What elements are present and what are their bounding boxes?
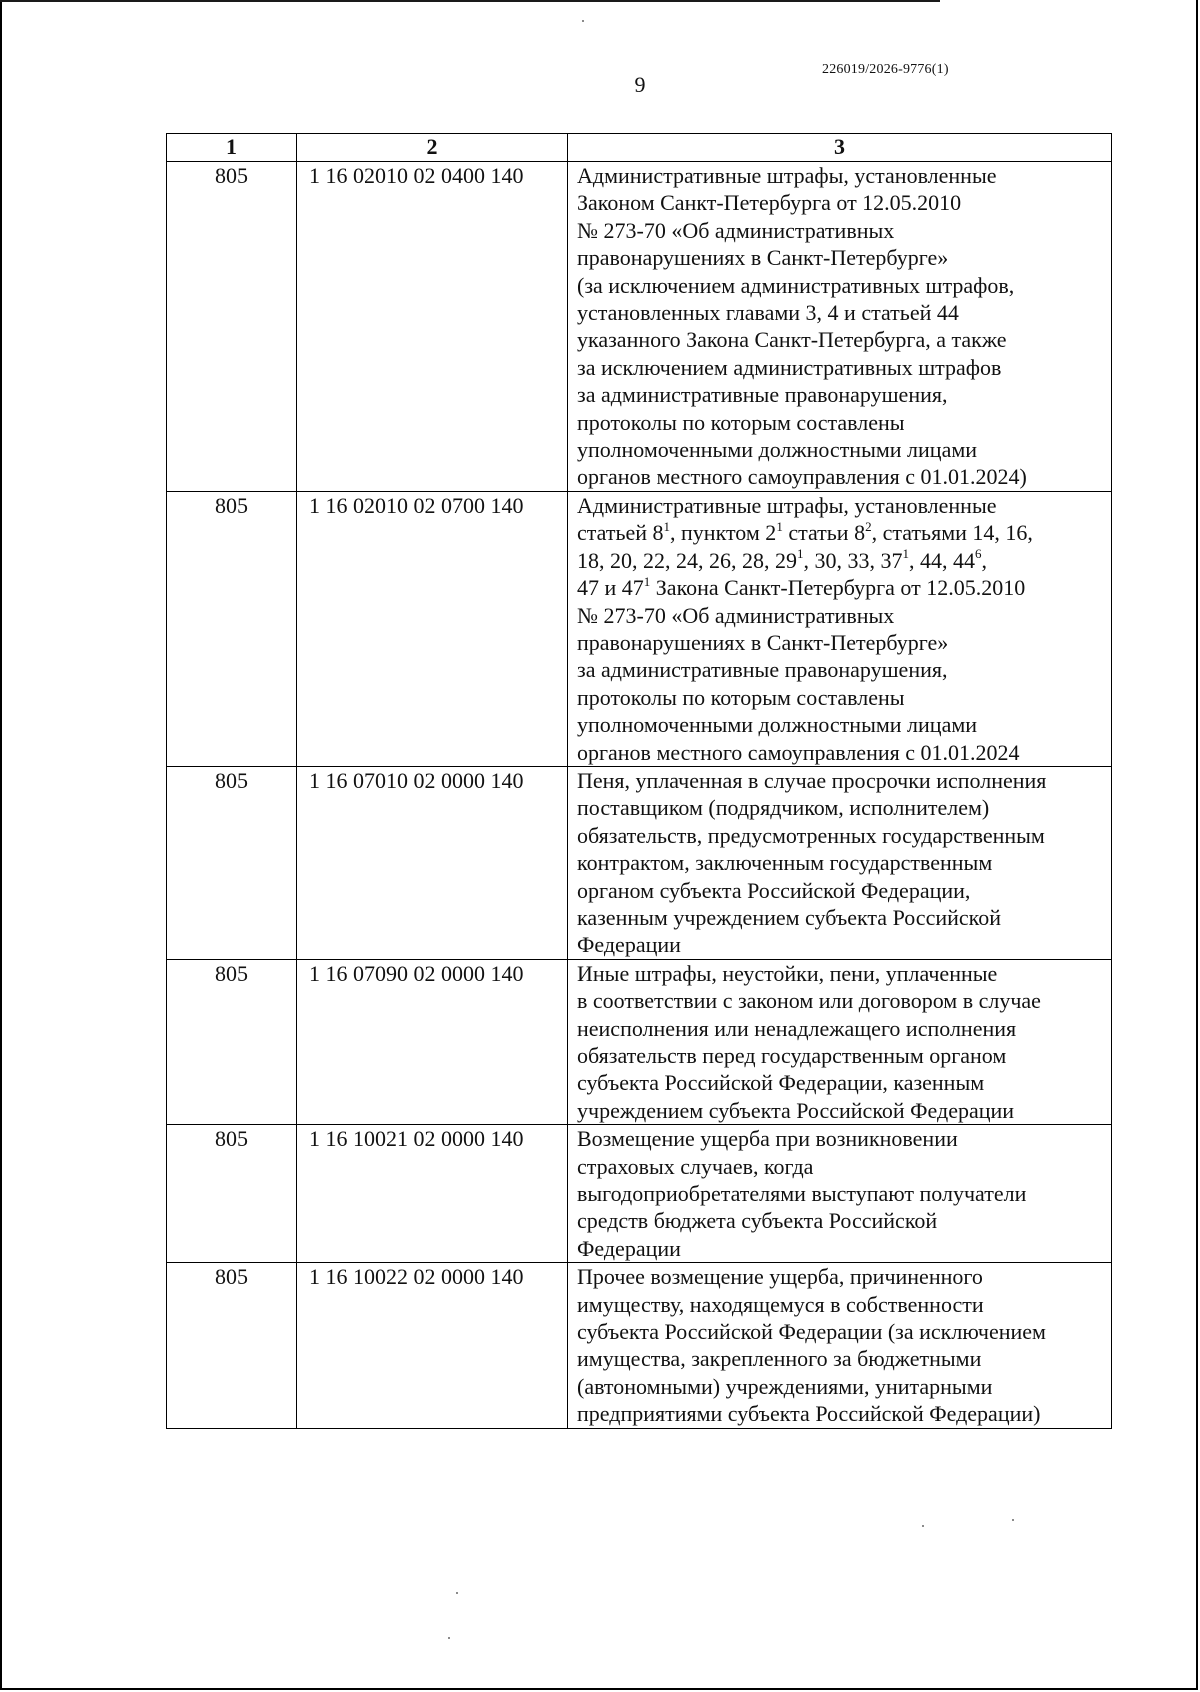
description-line [577,492,1107,519]
superscript-index: 1 [643,573,651,589]
description-text: уполномоченными должностными лицами [577,712,978,738]
revenue-code-cell: 1 16 02010 02 0700 140 [297,491,568,766]
admin-code-cell: 805 [167,959,297,1124]
description-line: (за исключением административных штрафов, [577,272,1015,298]
description-line: Федерации [577,1235,681,1261]
description-line: установленных главами 3, 4 и статьей 44 [577,300,959,326]
description-cell [568,491,1112,766]
description-text: , 44, 44 [909,547,975,573]
description-line: учреждением субъекта Российской Федерации [577,1097,1015,1123]
description-text: 47 и 47 [577,575,644,601]
description-cell [568,766,1112,959]
description-text: правонарушениях в Санкт-Петербурге» [577,629,949,655]
description-text: , [981,547,987,573]
superscript-index: 2 [865,518,872,534]
header-row [167,134,1112,162]
description-line [577,602,1107,629]
description-line: Административные штрафы, установленные [577,163,997,188]
description-text: статьи 8 [782,520,866,546]
description-line: правонарушениях в Санкт-Петербурге» [577,245,949,271]
description-line: выгодоприобретателями выступают получатели [577,1181,1027,1207]
description-line: указанного Закона Санкт-Петербурга, а также [577,327,1007,353]
description-line: Прочее возмещение ущерба, причиненного [577,1264,983,1290]
description-line: обязательств перед государственным органом [577,1043,1007,1068]
admin-code-cell: 805 [167,1125,297,1263]
description-line: страховых случаев, когда [577,1153,814,1179]
description-line [577,739,1107,766]
table-body [167,162,1112,1429]
description-line [577,684,1107,711]
description-line: Иные штрафы, неустойки, пени, уплаченные [577,960,998,986]
admin-code-cell: 805 [167,1263,297,1428]
budget-codes-table [166,133,1112,1429]
description-line [577,656,1107,683]
description-line [577,519,1107,546]
description-line: неисполнения или ненадлежащего исполнения [577,1015,1017,1041]
description-line: в соответствии с законом или договором в случае [577,988,1041,1014]
superscript-index: 1 [663,518,671,534]
description-line: имуществу, находящемуся в собственности [577,1291,984,1317]
superscript-index: 1 [797,546,804,562]
description-line: за исключением административных штрафов [577,354,1002,380]
table-row [167,491,1112,766]
description-line [577,547,1107,574]
description-line: органом субъекта Российской Федерации, [577,877,971,903]
description-cell [568,1263,1112,1428]
scan-speck [448,1637,450,1639]
description-text: протоколы по которым составлены [577,684,905,710]
description-line [577,574,1107,601]
description-text: Закона Санкт-Петербурга от 12.05.2010 [650,575,1026,601]
table-row [167,162,1112,492]
description-line: (автономными) учреждениями, унитарными [577,1373,993,1399]
description-line: № 273-70 «Об административных [577,217,895,243]
admin-code-cell: 805 [167,162,297,492]
scan-edge-line [0,0,940,2]
description-cell [568,959,1112,1124]
description-text: , 30, 33, 37 [803,547,903,573]
description-line: протоколы по которым составлены [577,409,905,435]
revenue-code-cell: 1 16 07010 02 0000 140 [297,766,568,959]
description-line: органов местного самоуправления с 01.01.2024) [577,464,1027,490]
table-row [167,1125,1112,1263]
description-text: , статьями 14, 16, [871,520,1033,546]
description-cell [568,162,1112,492]
revenue-code-cell: 1 16 10021 02 0000 140 [297,1125,568,1263]
revenue-code-cell: 1 16 07090 02 0000 140 [297,959,568,1124]
scan-speck [582,20,584,22]
description-line: Законом Санкт-Петербурга от 12.05.2010 [577,190,962,216]
description-line: Пеня, уплаченная в случае просрочки исполнения [577,767,1047,793]
column-header-1: 1 [167,134,297,162]
table-row [167,1263,1112,1428]
description-line [577,711,1107,738]
description-line: казенным учреждением субъекта Российской [577,904,1001,930]
admin-code-cell: 805 [167,766,297,959]
table-header [167,134,1112,162]
description-line: контрактом, заключенным государственным [577,850,993,876]
description-line: субъекта Российской Федерации (за исключением [577,1319,1046,1345]
description-line: Федерации [577,932,681,958]
description-line: за административные правонарушения, [577,382,948,408]
table-row [167,766,1112,959]
column-header-2: 2 [297,134,568,162]
description-line: предприятиями субъекта Российской Федерации) [577,1401,1041,1427]
description-line: субъекта Российской Федерации, казенным [577,1070,985,1096]
table-row [167,959,1112,1124]
description-text: , пунктом 2 [670,520,777,546]
description-line: имущества, закрепленного за бюджетными [577,1346,982,1372]
revenue-code-cell: 1 16 02010 02 0400 140 [297,162,568,492]
description-text: за административные правонарушения, [577,657,948,683]
description-line: обязательств, предусмотренных государственным [577,822,1045,848]
revenue-code-cell: 1 16 10022 02 0000 140 [297,1263,568,1428]
description-text: № 273-70 «Об административных [577,602,895,628]
description-text: органов местного самоуправления с 01.01.2024 [577,739,1020,765]
description-line: поставщиком (подрядчиком, исполнителем) [577,795,990,821]
admin-code-cell: 805 [167,491,297,766]
description-line: уполномоченными должностными лицами [577,437,978,463]
description-text: статьей 8 [577,520,664,546]
document-id: 226019/2026-9776(1) [822,62,949,77]
scan-speck [922,1525,924,1527]
description-line: средств бюджета субъекта Российской [577,1208,938,1234]
superscript-index: 6 [975,546,982,562]
description-text: 18, 20, 22, 24, 26, 28, 29 [577,547,797,573]
scan-speck [456,1592,458,1594]
budget-codes-table-container [166,133,1111,1429]
column-header-3: 3 [568,134,1112,162]
scan-speck [1012,1519,1014,1521]
description-text: Административные штрафы, установленные [577,492,997,518]
superscript-index: 1 [776,518,783,534]
description-line: Возмещение ущерба при возникновении [577,1126,958,1152]
page-number: 9 [634,72,646,97]
superscript-index: 1 [902,546,909,562]
description-cell [568,1125,1112,1263]
description-line [577,629,1107,656]
